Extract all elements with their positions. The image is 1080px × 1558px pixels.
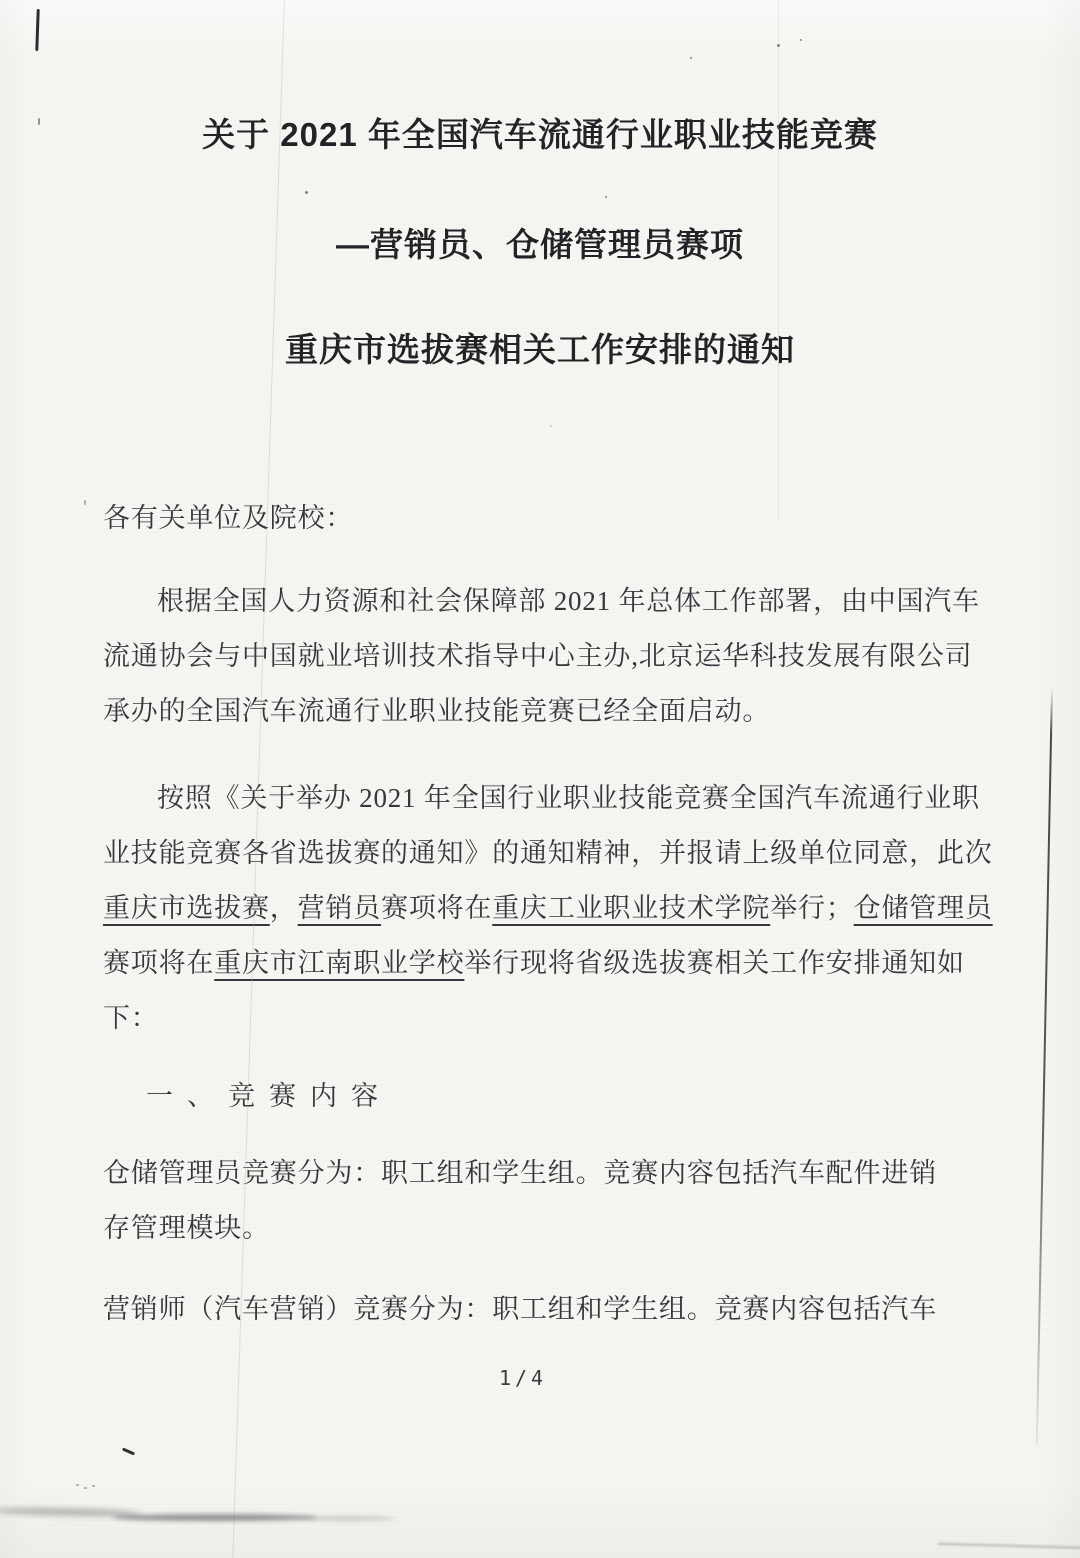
document-title-line2: —营销员、仓储管理员赛项 bbox=[336, 226, 744, 263]
scan-smudge-bottom-faint bbox=[300, 1516, 395, 1521]
text-line bbox=[103, 771, 980, 826]
paper-speck bbox=[800, 39, 802, 41]
underlined-text-run: 重庆市选拔赛 bbox=[103, 893, 270, 923]
paragraph-organizers bbox=[103, 574, 980, 739]
text-run: 按照《关于举办 2021 年全国行业职业技能竞赛全国汽车流通行业职 bbox=[157, 783, 980, 813]
paper-fold-crease-upper bbox=[778, 0, 779, 520]
paragraph-selection-venues bbox=[103, 771, 993, 1046]
underlined-text-run: 营销员 bbox=[297, 893, 382, 923]
scan-mark-top-left-dot bbox=[38, 118, 40, 125]
scan-smudge-bottom bbox=[112, 1514, 317, 1521]
paper-speck bbox=[605, 196, 607, 198]
text-line bbox=[103, 1201, 937, 1256]
paragraph-marketing-competition bbox=[103, 1282, 937, 1337]
page-edge-shadow bbox=[938, 1543, 1080, 1549]
text-line bbox=[103, 881, 993, 936]
text-run: 根据全国人力资源和社会保障部 2021 年总体工作部署，由中国汽车 bbox=[157, 586, 980, 616]
text-run: 赛项将在 bbox=[103, 948, 215, 978]
text-line bbox=[103, 1146, 937, 1201]
section-heading-competition-content: 一、竞赛内容 bbox=[146, 1081, 392, 1111]
paper-speck bbox=[777, 44, 780, 47]
text-run: 举行； bbox=[770, 893, 854, 923]
page-number: 1/4 bbox=[498, 1366, 548, 1390]
text-run: 业技能竞赛各省选拔赛的通知》的通知精神，并报请上级单位同意，此次 bbox=[103, 838, 993, 868]
paper-speck bbox=[305, 191, 308, 194]
text-run: 仓储管理员竞赛分为：职工组和学生组。竞赛内容包括汽车配件进销 bbox=[103, 1158, 937, 1188]
document-title-line1: 关于 2021 年全国汽车流通行业职业技能竞赛 bbox=[202, 116, 878, 153]
text-run: ， bbox=[269, 893, 298, 923]
paper-speck bbox=[690, 57, 692, 59]
document-title-line3: 重庆市选拔赛相关工作安排的通知 bbox=[285, 331, 795, 368]
scan-fleck-dots bbox=[76, 1482, 98, 1490]
paper-speck bbox=[84, 500, 86, 505]
text-line bbox=[103, 936, 965, 991]
salutation: 各有关单位及院校： bbox=[103, 503, 354, 533]
paper-speck bbox=[550, 425, 552, 427]
text-line bbox=[103, 574, 980, 629]
scan-mark-top-left bbox=[35, 9, 39, 51]
text-line bbox=[103, 991, 937, 1046]
underlined-text-run: 重庆工业职业技术学院 bbox=[492, 893, 771, 923]
paper-crease-right bbox=[1036, 688, 1053, 1446]
underlined-text-run: 仓储管理员 bbox=[853, 893, 993, 923]
text-run: 承办的全国汽车流通行业职业技能竞赛已经全面启动。 bbox=[103, 696, 771, 726]
text-run: 赛项将在 bbox=[381, 893, 493, 923]
text-run: 存管理模块。 bbox=[103, 1213, 270, 1243]
text-run: 下： bbox=[103, 1003, 159, 1033]
text-run: 举行现将省级选拔赛相关工作安排通知如 bbox=[464, 948, 965, 978]
paragraph-warehouse-competition bbox=[103, 1146, 937, 1256]
text-line bbox=[103, 1282, 937, 1337]
pen-tick-mark bbox=[122, 1447, 135, 1455]
text-run: 流通协会与中国就业培训技术指导中心主办,北京运华科技发展有限公司 bbox=[103, 641, 973, 671]
text-run: 营销师（汽车营销）竞赛分为：职工组和学生组。竞赛内容包括汽车 bbox=[103, 1294, 937, 1324]
text-line bbox=[103, 684, 937, 739]
text-line bbox=[103, 826, 993, 881]
underlined-text-run: 重庆市江南职业学校 bbox=[214, 948, 465, 978]
text-line bbox=[103, 629, 973, 684]
